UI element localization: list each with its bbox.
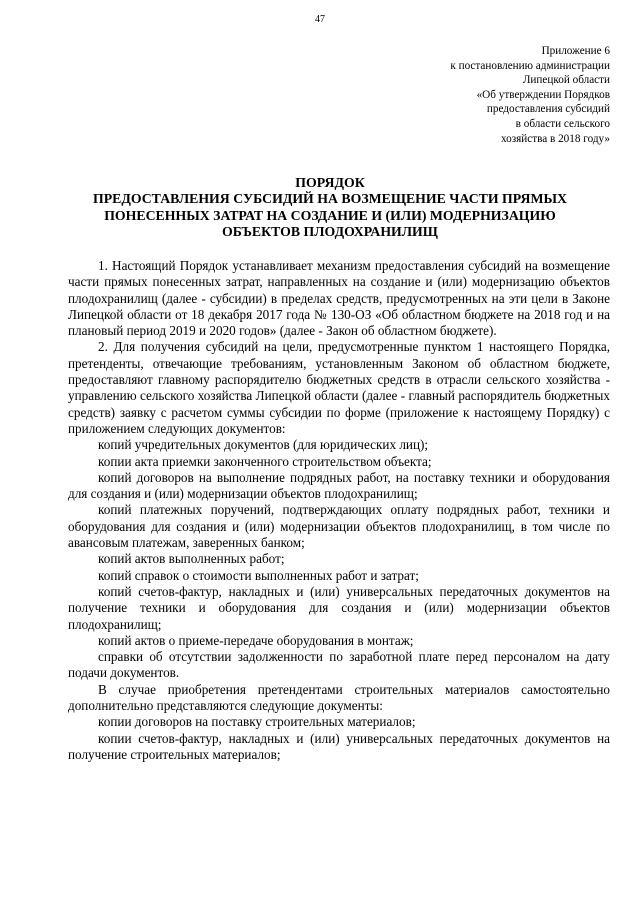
appendix-line: Липецкой области <box>522 74 610 87</box>
appendix-line: Приложение 6 <box>541 45 610 57</box>
document-title <box>60 175 600 241</box>
appendix-line: «Об утверждении Порядков <box>476 88 610 101</box>
paragraph-1: 1. Настоящий Порядок устанавливает механизм предоставления субсидий на возмещение части прямых понесенных затрат, направленных на создание и (или) модернизацию объектов плодохранилищ (далее - субсидии) в пределах средств, предусмотренных на эти цели в Законе Липецкой области от 18 декабря 2017 года № 130-ОЗ «Об областном бюджете на 2018 год и на плановый период 2019 и 2020 годов» (далее - Закон об областном бюджете). <box>68 258 610 339</box>
list-item: справки об отсутствии задолженности по заработной плате перед персоналом на дату подачи документов. <box>68 649 610 681</box>
title-line: ПОНЕСЕННЫХ ЗАТРАТ НА СОЗДАНИЕ И (ИЛИ) МОДЕРНИЗАЦИЮ <box>104 207 556 223</box>
list-item: копии счетов-фактур, накладных и (или) универсальных передаточных документов на получение строительных материалов; <box>68 730 610 762</box>
appendix-line: хозяйства в 2018 году» <box>500 132 610 145</box>
appendix-line: к постановлению администрации <box>450 59 610 72</box>
paragraph-2: 2. Для получения субсидий на цели, предусмотренные пунктом 1 настоящего Порядка, претенденты, отвечающие требованиям, установленным Законом об областном бюджете, предоставляют главному распорядителю бюджетных средств в отрасли сельского хозяйства - управлению сельского хозяйства Липецкой области (далее - главный распорядитель бюджетных средств) заявку с расчетом суммы субсидии по форме (приложение к настоящему Порядку) с приложением следующих документов: <box>68 339 610 436</box>
list-item: копий счетов-фактур, накладных и (или) универсальных передаточных документов на получение техники и оборудования для создания и (или) модернизации объектов плодохранилищ; <box>68 583 610 632</box>
list-item: копий справок о стоимости выполненных работ и затрат; <box>98 567 419 583</box>
list-item: копий актов о приеме-передаче оборудования в монтаж; <box>98 632 414 648</box>
document-body <box>68 258 610 763</box>
list-item: копии договоров на поставку строительных материалов; <box>98 714 416 730</box>
list-item: копий учредительных документов (для юридических лиц); <box>98 437 429 453</box>
appendix-line: предоставления субсидий <box>486 103 610 116</box>
list-item: копии акта приемки законченного строительством объекта; <box>98 453 432 469</box>
list-item: копий договоров на выполнение подрядных работ, на поставку техники и оборудования для создания и (или) модернизации объектов плодохранилищ; <box>68 469 610 502</box>
title-line: ОБЪЕКТОВ ПЛОДОХРАНИЛИЩ <box>222 224 438 240</box>
list-item: копий платежных поручений, подтверждающих оплату подрядных работ, техники и оборудования для создания и (или) модернизации объектов плодохранилищ, в том числе по авансовым платежам, заверенных банком; <box>68 502 610 551</box>
list-item: копий актов выполненных работ; <box>98 551 285 567</box>
page-number: 47 <box>315 14 325 25</box>
appendix-header <box>370 44 610 146</box>
title-line: ПРЕДОСТАВЛЕНИЯ СУБСИДИЙ НА ВОЗМЕЩЕНИЕ ЧАСТИ ПРЯМЫХ <box>92 191 568 207</box>
paragraph-materials: В случае приобретения претендентами строительных материалов самостоятельно дополнительно представляются следующие документы: <box>68 681 610 714</box>
appendix-line: в области сельского <box>515 117 610 130</box>
title-line: ПОРЯДОК <box>295 175 365 190</box>
